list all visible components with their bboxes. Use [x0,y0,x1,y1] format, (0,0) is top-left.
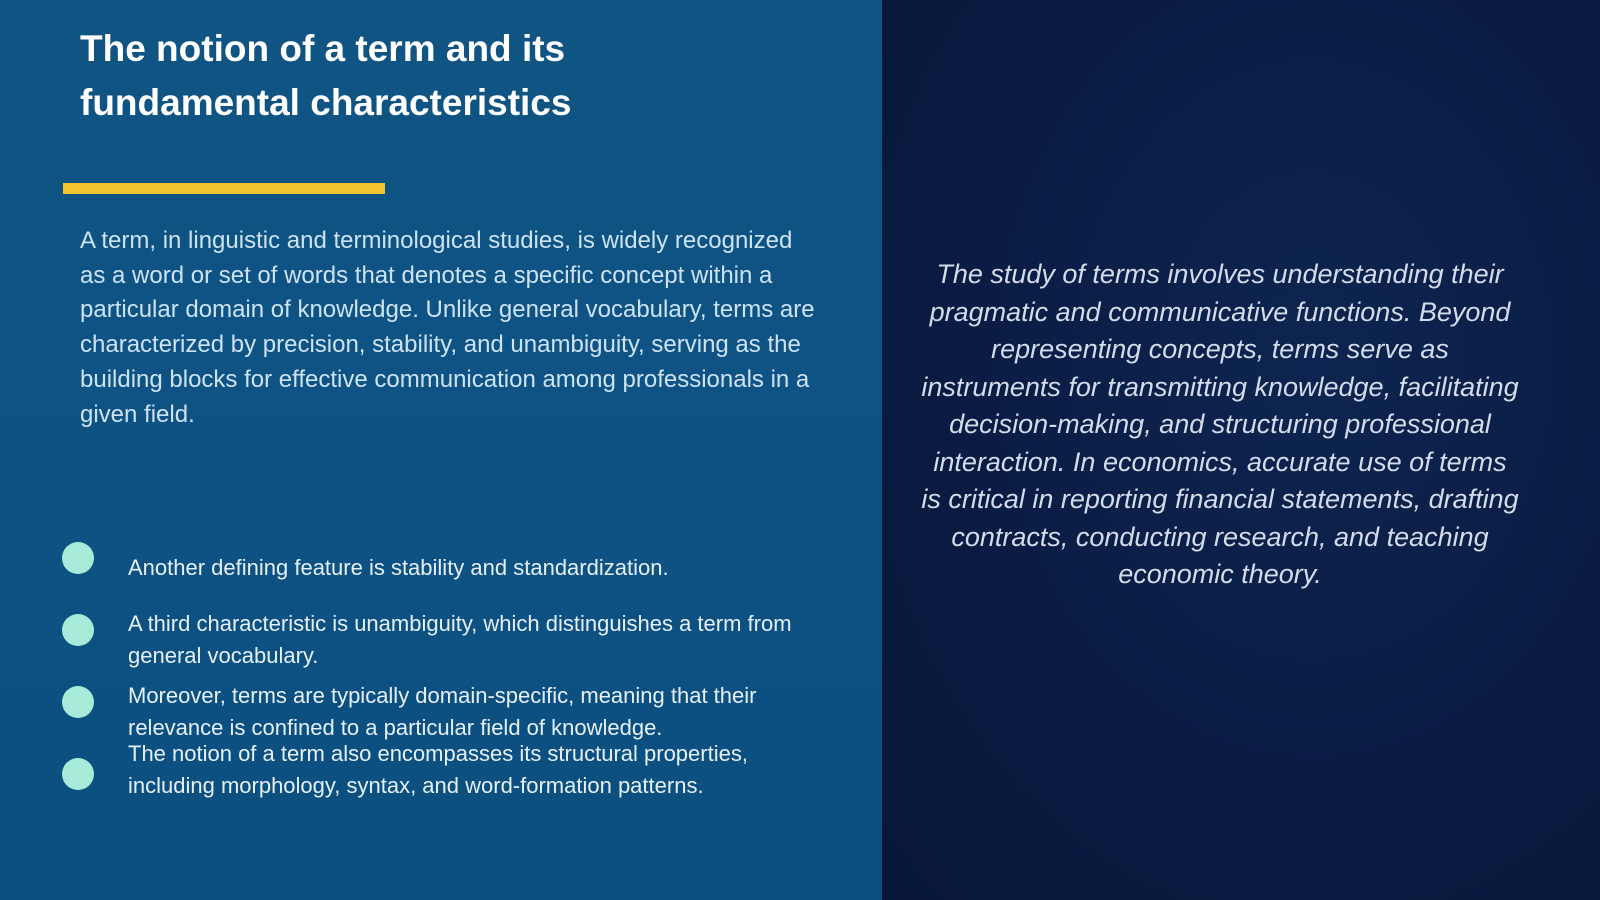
slide-title: The notion of a term and its fundamental characteristics [80,28,572,123]
bullet-text: Another defining feature is stability and standardization. [128,555,669,580]
bullet-dot-icon [62,758,94,790]
intro-paragraph: A term, in linguistic and terminological studies, is widely recognized as a word or set of words that denotes a specific concept within a particular domain of knowledge. Unlike general vocabulary, terms are characterized by precision, stability, and unambiguity, serving as the building blocks for effective communication among professionals in a given field. [80,227,815,428]
bullet-text: The notion of a term also encompasses its structural properties, including morphology, syntax, and word-formation patterns. [128,741,748,798]
bullet-text: Moreover, terms are typically domain-specific, meaning that their relevance is confined to a particular field of knowledge. [128,683,757,740]
bullet-text: A third characteristic is unambiguity, which distinguishes a term from general vocabulary. [128,611,792,668]
bullet-dot-icon [62,614,94,646]
quote-paragraph: The study of terms involves understanding their pragmatic and communicative functions. Beyond representing concepts, terms serve as instruments for transmitting knowledge, facilitating decision-making, and structuring professional interaction. In economics, accurate use of terms is critical in reporting financial statements, drafting contracts, conducting research, and teaching economic theory. [921,259,1519,589]
accent-bar [63,183,385,194]
bullet-dot-icon [62,686,94,718]
bullet-dot-icon [62,542,94,574]
